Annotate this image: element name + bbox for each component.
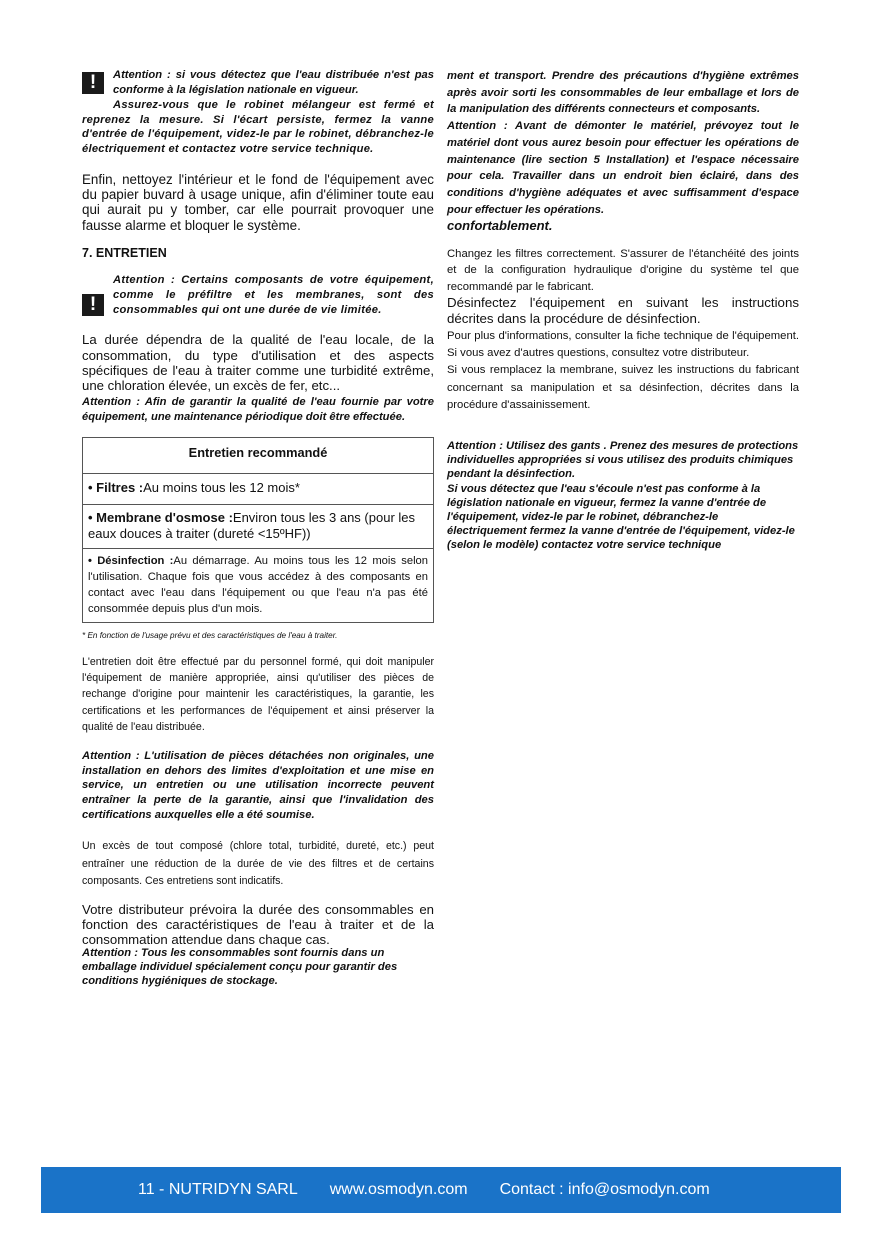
attention-parts: Attention : L'utilisation de pièces détachées non originales, une installation en dehors des limites d'exploitation et une mise en service, un entretien ou une utilisation incorrecte peuvent entraîner la perte de la garantie, ainsi que l'invalidation des certifications auxquelles elle a été soumise.	[82, 749, 434, 822]
exclamation-warning-icon: !	[82, 294, 104, 316]
footer-page-label: 11 - NUTRIDYN SARL	[138, 1181, 298, 1198]
attention-flow: Si vous détectez que l'eau s'écoule n'est pas conforme à la législation nationale en vigueur, fermez la vanne d'entrée de l'équipement, videz-le par le robinet, débranchez-le électriquement fermez la vanne d'entrée de l'équipement, videz-le (selon le modèle) contactez votre service technique	[447, 482, 795, 552]
table-footnote: * En fonction de l'usage prévu et des caractéristiques de l'eau à traiter.	[82, 630, 338, 640]
table-header: Entretien recommandé	[83, 437, 434, 473]
left-column	[82, 68, 434, 989]
exclamation-warning-icon: !	[82, 72, 104, 94]
table-row	[83, 473, 434, 504]
table-cell-membrane	[83, 504, 434, 548]
table-row	[83, 548, 434, 622]
paragraph-filters: Changez les filtres correctement. S'assurer de l'étanchéité des joints et de la configuration hydraulique d'origine du système tel que recommandé par le fabricant.	[447, 247, 799, 293]
attention-disassembly: Attention : Avant de démonter le matériel, prévoyez tout le matériel dont vous aurez besoin pour effectuer les opérations de maintenance (lire section 5 Installation) et l'espace nécessaire pour cela. Travailler dans un endroit bien éclairé, dans des conditions d'hygiène adéquates et avec suffisamment d'espace pour effectuer les opérations.	[447, 120, 799, 216]
attention-gloves: Attention : Utilisez des gants . Prenez des mesures de protections individuelles appropriées si vous utilisez des produits chimiques pendant la désinfection.	[447, 439, 799, 481]
warning-text-conformity: Attention : si vous détectez que l'eau distribuée n'est pas conforme à la législation nationale en vigueur.	[113, 69, 434, 96]
paragraph-info: Pour plus d'informations, consulter la fiche technique de l'équipement. Si vous avez d'autres questions, consultez votre distributeur.	[447, 329, 799, 360]
paragraph-cleaning: Enfin, nettoyez l'intérieur et le fond de l'équipement avec du papier buvard à usage unique, afin d'éliminer toute eau qui aurait pu y tomber, car elle pourrait provoquer une fausse alarme et bloquer le système.	[82, 171, 434, 233]
membrane-text: Environ tous les 3 ans (pour les eaux douces à traiter (dureté <15ºHF))	[88, 509, 416, 541]
attention-comfort: confortablement.	[447, 218, 553, 234]
warning-text-retest: Assurez-vous que le robinet mélangeur est fermé et reprenez la mesure. Si l'écart persiste, fermez la vanne d'entrée de l'équipement, videz-le par le robinet, débranchez-le électriquement et contactez votre service technique.	[82, 99, 434, 155]
table-cell-filters	[83, 473, 434, 504]
paragraph-disinfect: Désinfectez l'équipement en suivant les instructions décrites dans la procédure de désinfection.	[447, 295, 799, 326]
footer-contact-link[interactable]: Contact : info@osmodyn.com	[499, 1181, 710, 1198]
paragraph-membrane: Si vous remplacez la membrane, suivez les instructions du fabricant concernant sa manipulation et sa désinfection, décrites dans la procédure d'assainissement.	[447, 364, 799, 411]
disinfection-text: Au démarrage. Au moins tous les 12 mois selon l'utilisation. Chaque fois que vous accédez à des composants en contact avec l'eau dans l'équipement ou que l'eau n'a pas été consommée depuis plus d'un mois.	[88, 554, 428, 616]
warning-block-conformity	[82, 68, 434, 97]
table-cell-disinfection	[83, 548, 434, 622]
right-column	[447, 68, 799, 553]
table-header-row	[83, 437, 434, 473]
attention-packaging: Attention : Tous les consommables sont fournis dans un emballage individuel spécialement conçu pour garantir des conditions hygiéniques de stockage.	[82, 947, 398, 987]
paragraph-excess: Un excès de tout composé (chlore total, turbidité, dureté, etc.) peut entraîner une réduction de la durée de vie des filtres et de certains composants. Ces entretiens sont indicatifs.	[82, 840, 434, 888]
filters-text: Au moins tous les 12 mois*	[143, 479, 300, 495]
footer-bar	[41, 1167, 841, 1213]
paragraph-distributor: Votre distributeur prévoira la durée des consommables en fonction des caractéristiques de l'eau à traiter et de la consommation attendue dans chaque cas.	[82, 901, 434, 947]
membrane-label: • Membrane d'osmose :	[88, 509, 233, 525]
table-row	[83, 504, 434, 548]
section-title: 7. ENTRETIEN	[82, 246, 167, 261]
filters-label: • Filtres :	[88, 479, 144, 495]
attention-transport: ment et transport. Prendre des précautions d'hygiène extrêmes après avoir sorti les consommables de leur emballage et lors de la manipulation des différents connecteurs et composants.	[447, 70, 799, 116]
maintenance-table	[82, 437, 434, 623]
warning-block-consumables	[82, 273, 434, 318]
attention-maintenance: Attention : Afin de garantir la qualité de l'eau fournie par votre équipement, une maintenance périodique doit être effectuée.	[82, 395, 434, 424]
paragraph-duration: La durée dépendra de la qualité de l'eau locale, de la consommation, du type d'utilisation et des aspects spécifiques de l'eau à traiter comme une turbidité extrême, une chloration élevée, un excès de fer, etc...	[82, 332, 434, 394]
warning-text-consumables: Attention : Certains composants de votre équipement, comme le préfiltre et les membranes, sont des consommables qui ont une durée de vie limitée.	[113, 274, 434, 317]
disinfection-label: • Désinfection :	[88, 554, 174, 567]
paragraph-staff: L'entretien doit être effectué par du personnel formé, qui doit manipuler l'équipement de manière appropriée, ainsi qu'utiliser des pièces de rechange d'origine pour maintenir les caractéristiques, la garantie, les certifications et les performances de l'équipement et ainsi préserver la qualité de l'eau distribuée.	[82, 655, 434, 734]
footer-website-link[interactable]: www.osmodyn.com	[329, 1181, 468, 1198]
